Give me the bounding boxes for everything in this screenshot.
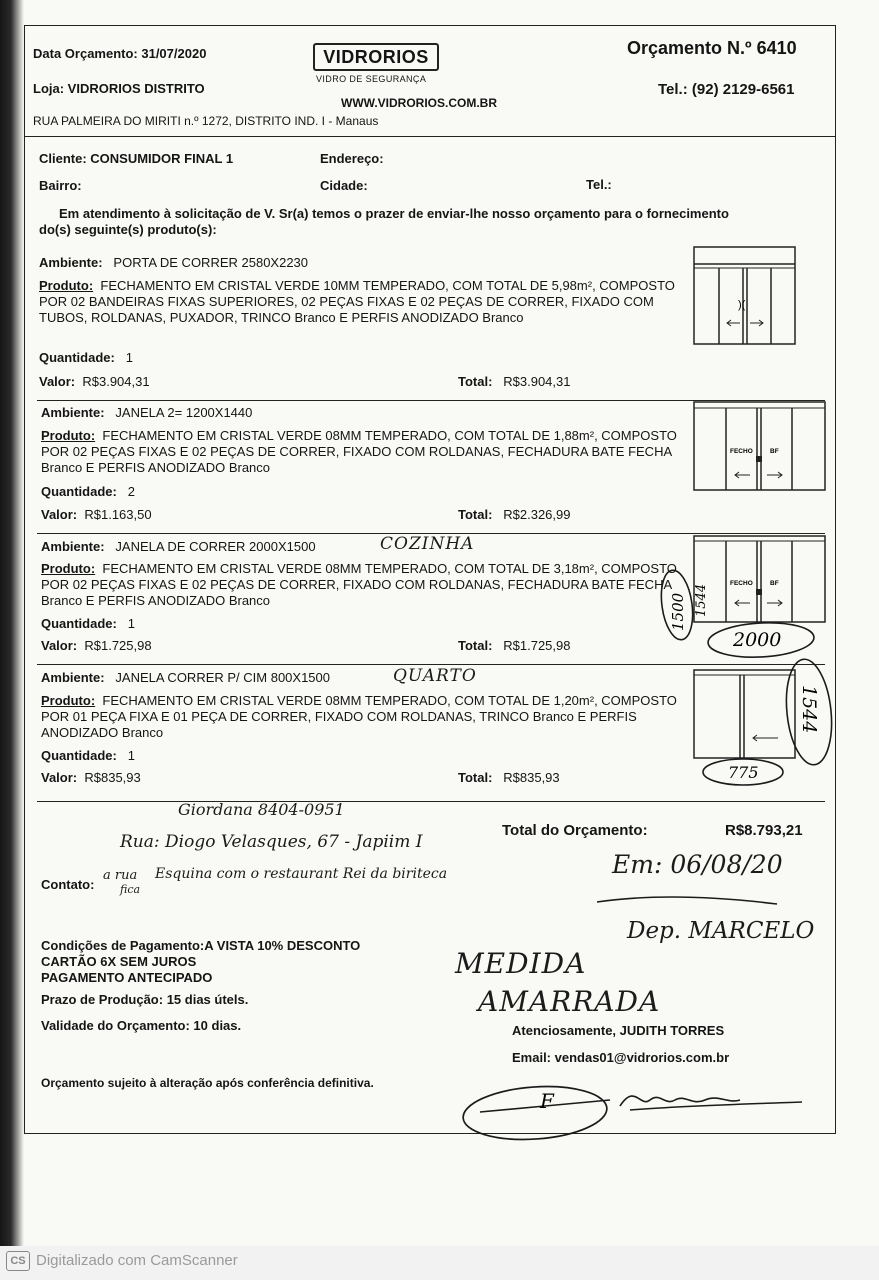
payment-line-3: PAGAMENTO ANTECIPADO (41, 970, 213, 985)
handwritten-2000: 2000 (733, 629, 782, 651)
quote-date: Data Orçamento: 31/07/2020 (33, 46, 207, 61)
signature-initial: F (540, 1089, 554, 1113)
handwritten-date: Em: 06/08/20 (612, 850, 783, 879)
handwritten-contact-name: Giordana 8404-0951 (178, 800, 345, 819)
handwritten-amarrada: AMARRADA (478, 985, 661, 1018)
total-label: Total do Orçamento: (502, 822, 648, 839)
signature-name: Atenciosamente, JUDITH TORRES (512, 1023, 725, 1038)
handwritten-ref-a: a rua (103, 868, 138, 883)
item-4-ambiente: Ambiente: JANELA CORRER P/ CIM 800X1500 (41, 670, 330, 685)
fecho-label: FECHO (730, 448, 753, 455)
handwritten-quarto: QUARTO (393, 666, 477, 686)
handwritten-medida: MEDIDA (455, 947, 587, 980)
contact-label: Contato: (41, 877, 95, 892)
item-2-valor: Valor: R$1.163,50 (41, 507, 152, 522)
store-phone: Tel.: (92) 2129-6561 (658, 81, 795, 98)
client-phone-label: Tel.: (586, 177, 612, 192)
page-shadow (0, 0, 24, 1246)
item-4-window-diagram (693, 668, 796, 760)
item-3-valor: Valor: R$1.725,98 (41, 638, 152, 653)
handwritten-signature (460, 1078, 810, 1148)
item-2-window-diagram (693, 400, 826, 492)
camscanner-logo-icon: CS (6, 1251, 30, 1271)
item-3-produto: Produto: FECHAMENTO EM CRISTAL VERDE 08MM TEMPERADO, COM TOTAL DE 3,18m², COMPOSTO POR 02 PEÇAS FIXAS E 02 PEÇAS DE CORRER, FIXADO COM ROLDANAS, FECHADURA BATE FECHA Branco E PERFIS ANODIZADO Branco (41, 561, 677, 608)
payment-line-1: Condições de Pagamento:A VISTA 10% DESCONTO (41, 938, 361, 953)
website: WWW.VIDRORIOS.COM.BR (341, 96, 497, 110)
bf-label: BF (770, 448, 779, 455)
item-4-valor: Valor: R$835,93 (41, 770, 141, 785)
production-time: Prazo de Produção: 15 dias útels. (41, 992, 249, 1007)
handwritten-underline (592, 890, 782, 910)
item-1-ambiente: Ambiente: PORTA DE CORRER 2580X2230 (39, 255, 309, 270)
header-divider (24, 136, 835, 137)
client-district-label: Bairro: (39, 178, 82, 193)
items-end-divider (37, 801, 825, 802)
item-2-produto: Produto: FECHAMENTO EM CRISTAL VERDE 08MM TEMPERADO, COM TOTAL DE 1,88m², COMPOSTO POR 02 PEÇAS FIXAS E 02 PEÇAS DE CORRER, FIXADO COM ROLDANAS, FECHADURA BATE FECHA Branco E PERFIS ANODIZADO Branco (41, 428, 677, 475)
item-3-ambiente: Ambiente: JANELA DE CORRER 2000X1500 (41, 539, 316, 554)
scanner-watermark: Digitalizado com CamScanner (36, 1252, 238, 1269)
quote-number: Orçamento N.º 6410 (627, 38, 797, 58)
client-name: Cliente: CONSUMIDOR FINAL 1 (39, 151, 234, 166)
handwritten-1544-oval (783, 655, 838, 770)
item-2-total: Total: R$2.326,99 (458, 507, 571, 522)
bf-label: BF (770, 580, 779, 587)
item-1-quantidade: Quantidade: 1 (39, 350, 133, 365)
handwritten-1500: 1500 (669, 592, 687, 631)
item-4-quantidade: Quantidade: 1 (41, 748, 135, 763)
handwritten-775: 775 (728, 763, 759, 782)
item-1-produto: Produto: FECHAMENTO EM CRISTAL VERDE 10MM TEMPERADO, COM TOTAL DE 5,98m², COMPOSTO POR 02 BANDEIRAS FIXAS SUPERIORES, 02 PEÇAS FIXAS E 02 PEÇAS DE CORRER, FIXADO COM TUBOS, ROLDANAS, PUXADOR, TRINCO Branco E PERFIS ANODIZADO Branco (39, 278, 675, 325)
handwritten-775-circle (700, 756, 790, 790)
quote-validity: Validade do Orçamento: 10 dias. (41, 1018, 242, 1033)
fecho-label: FECHO (730, 580, 753, 587)
disclaimer: Orçamento sujeito à alteração após conferência definitiva. (41, 1076, 374, 1090)
store-name: Loja: VIDRORIOS DISTRITO (33, 81, 205, 96)
total-value: R$8.793,21 (725, 822, 803, 839)
item-3-total: Total: R$1.725,98 (458, 638, 571, 653)
handwritten-cozinha: COZINHA (380, 534, 475, 554)
item-1-valor: Valor: R$3.904,31 (39, 374, 150, 389)
brand-logo: VIDRORIOS (313, 43, 439, 71)
handwritten-street: Rua: Diogo Velasques, 67 - Japiim I (120, 832, 423, 852)
svg-text:)(: )( (738, 299, 746, 311)
client-city-label: Cidade: (320, 178, 368, 193)
handwritten-ref-b: fica (120, 883, 141, 896)
intro-text: Em atendimento à solicitação de V. Sr(a) temos o prazer de enviar-lhe nosso orçamento para o fornecimento do(s) seguinte(s) produto(s): (39, 206, 729, 237)
item-2-quantidade: Quantidade: 2 (41, 484, 135, 499)
brand-tagline: VIDRO DE SEGURANÇA (316, 74, 427, 84)
item-3-quantidade: Quantidade: 1 (41, 616, 135, 631)
client-address-label: Endereço: (320, 151, 384, 166)
item-1-total: Total: R$3.904,31 (458, 374, 571, 389)
item-3-divider (37, 664, 825, 665)
item-4-total: Total: R$835,93 (458, 770, 560, 785)
handwritten-1544: 1544 (694, 583, 709, 617)
item-1-door-diagram (693, 246, 796, 345)
payment-line-2: CARTÃO 6X SEM JUROS (41, 954, 197, 969)
sales-email: Email: vendas01@vidrorios.com.br (512, 1050, 730, 1065)
item-4-produto: Produto: FECHAMENTO EM CRISTAL VERDE 08MM TEMPERADO, COM TOTAL DE 1,20m², COMPOSTO POR 01 PEÇA FIXA E 01 PEÇA DE CORRER, FIXADO COM ROLDANAS, TRINCO Branco E PERFIS ANODIZADO Branco (41, 693, 677, 740)
store-address: RUA PALMEIRA DO MIRITI n.º 1272, DISTRITO IND. I - Manaus (33, 114, 379, 128)
handwritten-1544-rotated: 1544 (798, 685, 820, 734)
item-2-ambiente: Ambiente: JANELA 2= 1200X1440 (41, 405, 253, 420)
handwritten-dep: Dep. MARCELO (627, 918, 815, 944)
handwritten-ref-c: Esquina com o restaurant Rei da biriteca (155, 866, 448, 882)
